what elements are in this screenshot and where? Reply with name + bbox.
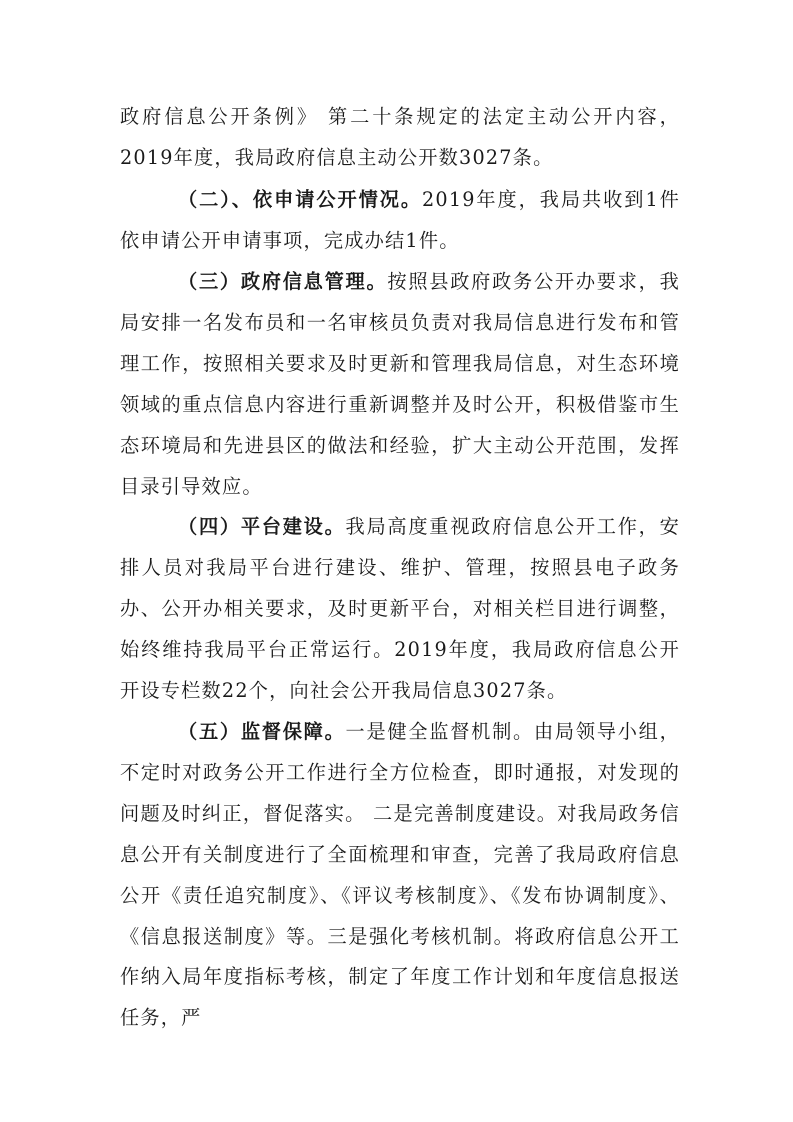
section-heading: （三）政府信息管理。 (178, 270, 388, 293)
paragraph-text: 2019年度，我局共收到1件依申请公开申请事项，完成办结1件。 (120, 188, 680, 252)
paragraph-application-disclosure (120, 180, 680, 262)
paragraph-text: 按照县政府政务公开办要求，我局安排一名发布员和一名审核员负责对我局信息进行发布和管理工作，按照相关要求及时更新和管理我局信息，对生态环境领域的重点信息内容进行重新调整并及时公开，积极借鉴市生态环境局和先进县区的做法和经验，扩大主动公开范围，发挥目录引导效应。 (120, 270, 681, 498)
paragraph-platform-construction (120, 507, 680, 712)
paragraph-continuation (120, 97, 680, 179)
section-heading: （四）平台建设。 (178, 515, 346, 538)
paragraph-supervision (120, 712, 680, 1039)
section-heading: （二）、依申请公开情况。 (178, 188, 422, 211)
paragraph-text: 一是健全监督机制。由局领导小组，不定时对政务公开工作进行全方位检查，即时通报，对发现的问题及时纠正，督促落实。 二是完善制度建设。对我局政务信息公开有关制度进行了全面梳理和审查，完善了我局政府信息公开《责任追究制度》、《评议考核制度》、《发布协调制度》、《信息报送制度》等。三是强化考核机制。将政府信息公开工作纳入局年度指标考核，制定了年度工作计划和年度信息报送任务，严 (120, 720, 680, 1030)
paragraph-text: 政府信息公开条例》 第二十条规定的法定主动公开内容，2019年度，我局政府信息主动公开数3027条。 (120, 105, 680, 169)
section-heading: （五）监督保障。 (178, 720, 346, 743)
paragraph-text: 我局高度重视政府信息公开工作，安排人员对我局平台进行建设、维护、管理，按照县电子政务办、公开办相关要求，及时更新平台，对相关栏目进行调整，始终维持我局平台正常运行。2019年度，我局政府信息公开开设专栏数22个，向社会公开我局信息3027条。 (120, 515, 680, 702)
paragraph-info-management (120, 262, 680, 507)
